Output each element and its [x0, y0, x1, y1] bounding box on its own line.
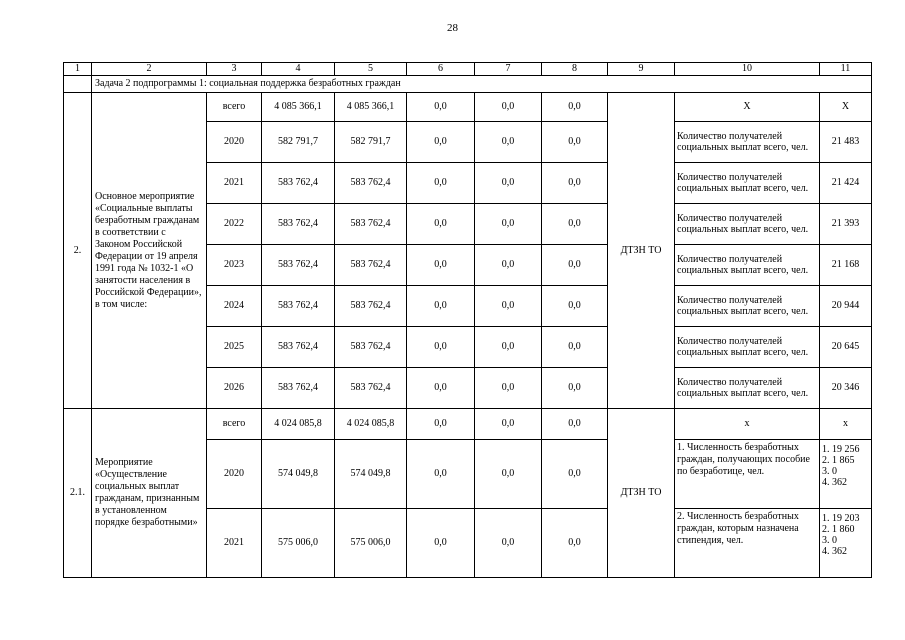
col-number: 4 — [262, 63, 335, 76]
col-number: 2 — [92, 63, 207, 76]
table-row: 2020 574 049,8 574 049,8 0,0 0,0 0,0 1. Численность безработных граждан, получающих пособие по безработице, чел. 1. 19 256 2. 1 865 3. 0 4. 362 — [64, 440, 872, 509]
task-label: Задача 2 подпрограммы 1: социальная поддержка безработных граждан — [92, 76, 872, 93]
col-number: 10 — [675, 63, 820, 76]
section-name: Мероприятие «Осуществление социальных выплат гражданам, признанным в установленном порядке безработными» — [92, 409, 207, 578]
table-row: 2022 583 762,4 583 762,4 0,0 0,0 0,0 Количество получателей социальных выплат всего, чел. 21 393 — [64, 204, 872, 245]
page-number: 28 — [447, 22, 458, 34]
table-row: 2021 575 006,0 575 006,0 0,0 0,0 0,0 2. Численность безработных граждан, которым назначена стипендия, чел. 1. 19 203 2. 1 860 3. 0 4. 362 — [64, 509, 872, 578]
col-number: 6 — [407, 63, 475, 76]
col-number: 11 — [820, 63, 872, 76]
table-row: 2021 583 762,4 583 762,4 0,0 0,0 0,0 Количество получателей социальных выплат всего, чел. 21 424 — [64, 163, 872, 204]
column-numbers-row — [64, 63, 872, 76]
table-row: 2026 583 762,4 583 762,4 0,0 0,0 0,0 Количество получателей социальных выплат всего, чел. 20 346 — [64, 368, 872, 409]
table-row: 2. Основное мероприятие «Социальные выплаты безработным гражданам в соответствии с Законом Российской Федерации от 19 апреля 1991 года № 1032-1 «О занятости населения в Российской Федерации», в том числе: всего 4 085 366,1 4 085 366,1 0,0 0,0 0,0 ДТЗН ТО Х Х — [64, 93, 872, 122]
col-number: 5 — [335, 63, 407, 76]
col-number: 8 — [542, 63, 608, 76]
executor: ДТЗН ТО — [608, 409, 675, 578]
program-table — [63, 62, 872, 578]
col-number: 7 — [475, 63, 542, 76]
section-name: Основное мероприятие «Социальные выплаты безработным гражданам в соответствии с Законом Российской Федерации от 19 апреля 1991 года № 1032-1 «О занятости населения в Российской Федерации», в том числе: — [92, 93, 207, 409]
task-row — [64, 76, 872, 93]
col-number: 3 — [207, 63, 262, 76]
col-number: 9 — [608, 63, 675, 76]
table-row: 2.1. Мероприятие «Осуществление социальных выплат гражданам, признанным в установленном порядке безработными» всего 4 024 085,8 4 024 085,8 0,0 0,0 0,0 ДТЗН ТО х х — [64, 409, 872, 440]
table-row: 2024 583 762,4 583 762,4 0,0 0,0 0,0 Количество получателей социальных выплат всего, чел. 20 944 — [64, 286, 872, 327]
section-number: 2. — [64, 93, 92, 409]
section-number: 2.1. — [64, 409, 92, 578]
col-number: 1 — [64, 63, 92, 76]
table-row: 2025 583 762,4 583 762,4 0,0 0,0 0,0 Количество получателей социальных выплат всего, чел. 20 645 — [64, 327, 872, 368]
executor: ДТЗН ТО — [608, 93, 675, 409]
table-row: 2020 582 791,7 582 791,7 0,0 0,0 0,0 Количество получателей социальных выплат всего, чел. 21 483 — [64, 122, 872, 163]
table-row: 2023 583 762,4 583 762,4 0,0 0,0 0,0 Количество получателей социальных выплат всего, чел. 21 168 — [64, 245, 872, 286]
